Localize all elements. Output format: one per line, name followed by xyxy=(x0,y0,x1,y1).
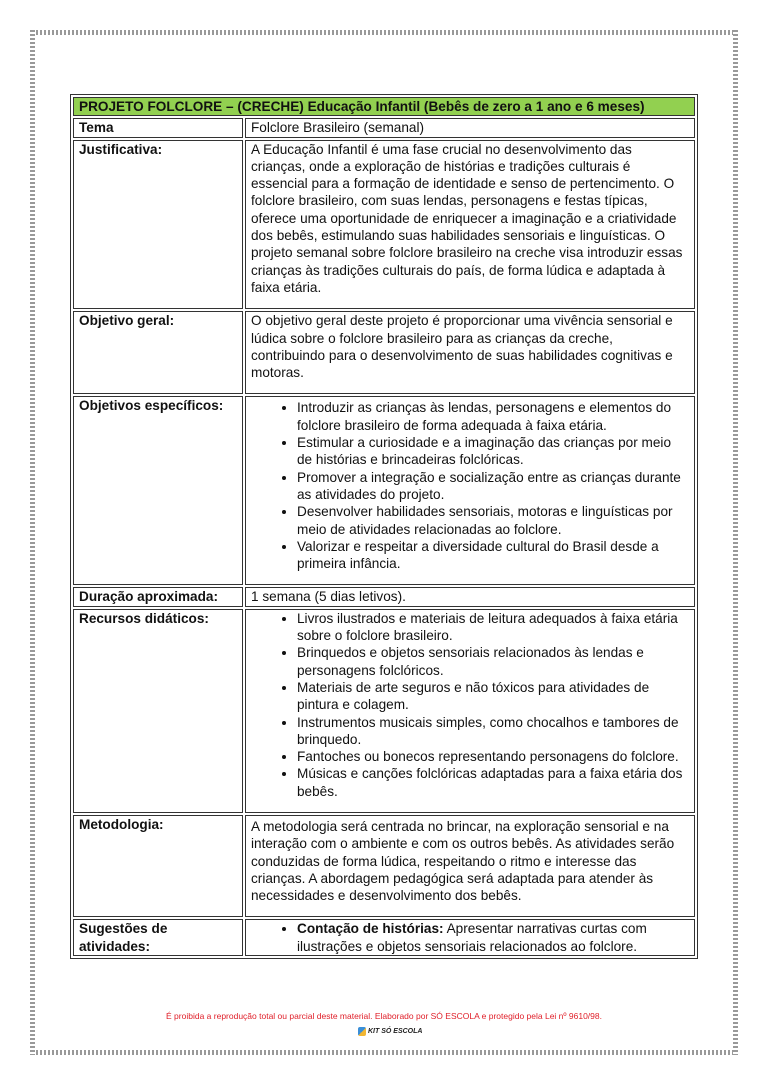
sugestao-text: Apresentar narrativas curtas com ilustrações e objetos sensoriais relacionados ao folclore. xyxy=(297,921,647,954)
page-border-top xyxy=(32,30,736,35)
objetivos-especificos-cell xyxy=(245,396,695,585)
project-table xyxy=(70,94,698,959)
list-item: • Estimular a curiosidade e a imaginação das crianças por meio de histórias e brincadeiras folclóricas. xyxy=(297,434,689,469)
list-item: • Promover a integração e socialização entre as crianças durante as atividades do projeto. xyxy=(297,469,689,504)
list-item: • Brinquedos e objetos sensoriais relacionados às lendas e personagens folclóricos. xyxy=(297,644,689,679)
list-item: • Fantoches ou bonecos representando personagens do folclore. xyxy=(297,748,689,765)
copyright-notice: É proibida a reprodução total ou parcial deste material. Elaborado por SÓ ESCOLA e protegido pela Lei nº 9610/98. xyxy=(166,1011,602,1021)
logo-text: KIT SÓ ESCOLA xyxy=(368,1028,423,1035)
objetivo-geral-text: O objetivo geral deste projeto é proporcionar uma vivência sensorial e lúdica sobre o folclore brasileiro para as crianças da creche, contribuindo para o desenvolvimento de suas habilidades cognitivas e motoras. xyxy=(245,311,695,394)
recursos-label: Recursos didáticos: xyxy=(73,609,243,813)
sugestao-title: Contação de histórias: xyxy=(297,921,444,937)
list-item: • Desenvolver habilidades sensoriais, motoras e linguísticas por meio de atividades relacionadas ao folclore. xyxy=(297,503,689,538)
tema-value: Folclore Brasileiro (semanal) xyxy=(245,118,695,137)
page-border-left xyxy=(30,30,35,1055)
metodologia-text: A metodologia será centrada no brincar, na exploração sensorial e na interação com o ambiente e com os outros bebês. As atividades serão conduzidas de forma lúdica, respeitando o ritmo e interesse das crianças. A abordagem pedagógica será adaptada para atender às necessidades e desenvolvimento dos bebês. xyxy=(245,815,695,917)
objetivo-geral-label: Objetivo geral: xyxy=(73,311,243,394)
justificativa-label: Justificativa: xyxy=(73,140,243,310)
recursos-cell xyxy=(245,609,695,813)
logo-icon xyxy=(358,1027,366,1036)
list-item xyxy=(297,920,689,955)
brand-logo xyxy=(358,1027,422,1036)
justificativa-text: A Educação Infantil é uma fase crucial no desenvolvimento das crianças, onde a exploração de histórias e tradições culturais é essencial para a formação de identidade e senso de pertencimento. O folclore brasileiro, com suas lendas, personagens e festas típicas, oferece uma oportunidade de enriquecer a imaginação e a criatividade dos bebês, estimulando suas habilidades sensoriais e linguísticas. O projeto semanal sobre folclore brasileiro na creche visa introduzir essas crianças às tradições culturais do país, de forma lúdica e adaptada à faixa etária. xyxy=(245,140,695,310)
list-item: • Músicas e canções folclóricas adaptadas para a faixa etária dos bebês. xyxy=(297,765,689,800)
page-border-right xyxy=(733,30,738,1055)
list-item: • Instrumentos musicais simples, como chocalhos e tambores de brinquedo. xyxy=(297,714,689,749)
sugestoes-cell xyxy=(245,919,695,956)
recursos-list xyxy=(251,610,689,800)
list-item: • Valorizar e respeitar a diversidade cultural do Brasil desde a primeira infância. xyxy=(297,538,689,573)
duracao-label: Duração aproximada: xyxy=(73,587,243,606)
list-item: • Livros ilustrados e materiais de leitura adequados à faixa etária sobre o folclore brasileiro. xyxy=(297,610,689,645)
list-item: • Materiais de arte seguros e não tóxicos para atividades de pintura e colagem. xyxy=(297,679,689,714)
objetivos-especificos-list xyxy=(251,399,689,572)
tema-label: Tema xyxy=(73,118,243,137)
objetivos-especificos-label: Objetivos específicos: xyxy=(73,396,243,585)
list-item: • Introduzir as crianças às lendas, personagens e elementos do folclore brasileiro de forma adequada à faixa etária. xyxy=(297,399,689,434)
sugestoes-list xyxy=(251,920,689,955)
page-border-bottom xyxy=(32,1050,736,1055)
sugestoes-label: Sugestões de atividades: xyxy=(73,919,243,956)
duracao-value: 1 semana (5 dias letivos). xyxy=(245,587,695,606)
metodologia-label: Metodologia: xyxy=(73,815,243,917)
project-title: PROJETO FOLCLORE – (CRECHE) Educação Infantil (Bebês de zero a 1 ano e 6 meses) xyxy=(73,97,695,116)
